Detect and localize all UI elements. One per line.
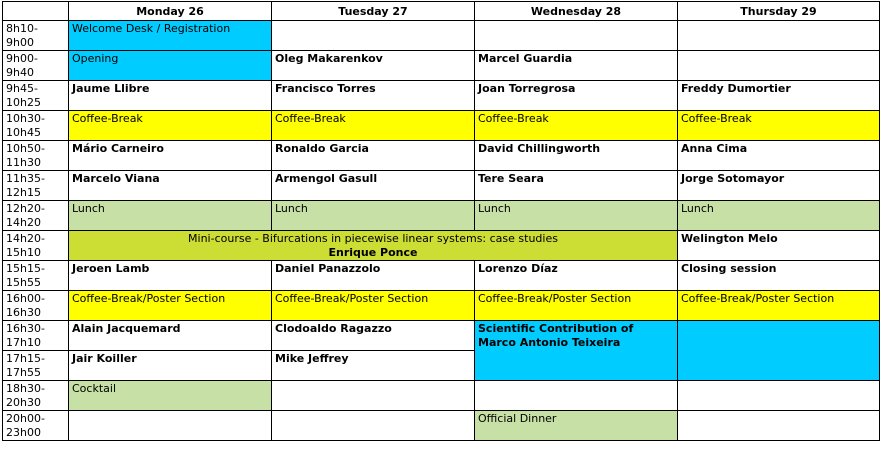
empty-cell bbox=[475, 381, 678, 411]
talk-cell: Mike Jeffrey bbox=[272, 351, 475, 381]
event-minicourse bbox=[69, 231, 678, 261]
time-row bbox=[3, 81, 880, 111]
empty-cell bbox=[272, 411, 475, 441]
empty-cell bbox=[678, 321, 880, 381]
event-lunch: Lunch bbox=[272, 201, 475, 231]
talk-cell: Joan Torregrosa bbox=[475, 81, 678, 111]
talk-cell: Francisco Torres bbox=[272, 81, 475, 111]
event-official-dinner: Official Dinner bbox=[475, 411, 678, 441]
time-row bbox=[3, 321, 880, 351]
time-cell: 11h35- 12h15 bbox=[3, 171, 69, 201]
empty-cell bbox=[475, 21, 678, 51]
time-cell: 18h30- 20h30 bbox=[3, 381, 69, 411]
time-cell: 14h20- 15h10 bbox=[3, 231, 69, 261]
event-coffee-break: Coffee-Break bbox=[678, 111, 880, 141]
time-row bbox=[3, 171, 880, 201]
event-lunch: Lunch bbox=[678, 201, 880, 231]
time-row bbox=[3, 51, 880, 81]
talk-cell: Anna Cima bbox=[678, 141, 880, 171]
talk-cell: Welington Melo bbox=[678, 231, 880, 261]
event-coffee-poster: Coffee-Break/Poster Section bbox=[678, 291, 880, 321]
header-row bbox=[3, 2, 880, 21]
talk-cell: Jair Koiller bbox=[69, 351, 272, 381]
day-header: Thursday 29 bbox=[678, 2, 880, 21]
event-lunch: Lunch bbox=[475, 201, 678, 231]
corner-cell bbox=[3, 2, 69, 21]
day-header: Wednesday 28 bbox=[475, 2, 678, 21]
time-cell: 8h10- 9h00 bbox=[3, 21, 69, 51]
time-row bbox=[3, 111, 880, 141]
talk-cell: Lorenzo Díaz bbox=[475, 261, 678, 291]
minicourse-speaker: Enrique Ponce bbox=[328, 246, 418, 259]
event-coffee-poster: Coffee-Break/Poster Section bbox=[272, 291, 475, 321]
time-row bbox=[3, 201, 880, 231]
event-coffee-poster: Coffee-Break/Poster Section bbox=[475, 291, 678, 321]
day-header: Monday 26 bbox=[69, 2, 272, 21]
talk-cell: Marcelo Viana bbox=[69, 171, 272, 201]
talk-cell: Freddy Dumortier bbox=[678, 81, 880, 111]
event-coffee-break: Coffee-Break bbox=[475, 111, 678, 141]
talk-cell: Ronaldo Garcia bbox=[272, 141, 475, 171]
time-row bbox=[3, 261, 880, 291]
event-scientific-contribution: Scientific Contribution of Marco Antonio Teixeira bbox=[475, 321, 678, 381]
talk-cell: Jaume Llibre bbox=[69, 81, 272, 111]
empty-cell bbox=[69, 411, 272, 441]
time-row bbox=[3, 381, 880, 411]
time-row bbox=[3, 21, 880, 51]
talk-cell: Oleg Makarenkov bbox=[272, 51, 475, 81]
empty-cell bbox=[272, 21, 475, 51]
time-cell: 10h50- 11h30 bbox=[3, 141, 69, 171]
time-row bbox=[3, 141, 880, 171]
time-row bbox=[3, 411, 880, 441]
event-lunch: Lunch bbox=[69, 201, 272, 231]
time-cell: 16h00- 16h30 bbox=[3, 291, 69, 321]
minicourse-title: Mini-course - Bifurcations in piecewise linear systems: case studies bbox=[188, 232, 558, 245]
time-cell: 12h20- 14h20 bbox=[3, 201, 69, 231]
empty-cell bbox=[678, 51, 880, 81]
talk-cell: Jorge Sotomayor bbox=[678, 171, 880, 201]
schedule-table bbox=[2, 1, 880, 441]
talk-cell: Alain Jacquemard bbox=[69, 321, 272, 351]
talk-cell: Daniel Panazzolo bbox=[272, 261, 475, 291]
event-coffee-break: Coffee-Break bbox=[272, 111, 475, 141]
day-header: Tuesday 27 bbox=[272, 2, 475, 21]
empty-cell bbox=[678, 381, 880, 411]
time-row bbox=[3, 231, 880, 261]
event-opening: Opening bbox=[69, 51, 272, 81]
talk-cell: David Chillingworth bbox=[475, 141, 678, 171]
event-cocktail: Cocktail bbox=[69, 381, 272, 411]
event-closing: Closing session bbox=[678, 261, 880, 291]
empty-cell bbox=[678, 411, 880, 441]
time-cell: 17h15- 17h55 bbox=[3, 351, 69, 381]
empty-cell bbox=[272, 381, 475, 411]
talk-cell: Tere Seara bbox=[475, 171, 678, 201]
time-cell: 9h00- 9h40 bbox=[3, 51, 69, 81]
talk-cell: Marcel Guardia bbox=[475, 51, 678, 81]
talk-cell: Jeroen Lamb bbox=[69, 261, 272, 291]
event-coffee-poster: Coffee-Break/Poster Section bbox=[69, 291, 272, 321]
talk-cell: Clodoaldo Ragazzo bbox=[272, 321, 475, 351]
time-cell: 15h15- 15h55 bbox=[3, 261, 69, 291]
talk-cell: Armengol Gasull bbox=[272, 171, 475, 201]
time-cell: 16h30- 17h10 bbox=[3, 321, 69, 351]
time-row bbox=[3, 291, 880, 321]
talk-cell: Mário Carneiro bbox=[69, 141, 272, 171]
time-cell: 20h00- 23h00 bbox=[3, 411, 69, 441]
time-cell: 10h30- 10h45 bbox=[3, 111, 69, 141]
empty-cell bbox=[678, 21, 880, 51]
time-cell: 9h45- 10h25 bbox=[3, 81, 69, 111]
event-welcome: Welcome Desk / Registration bbox=[69, 21, 272, 51]
event-coffee-break: Coffee-Break bbox=[69, 111, 272, 141]
